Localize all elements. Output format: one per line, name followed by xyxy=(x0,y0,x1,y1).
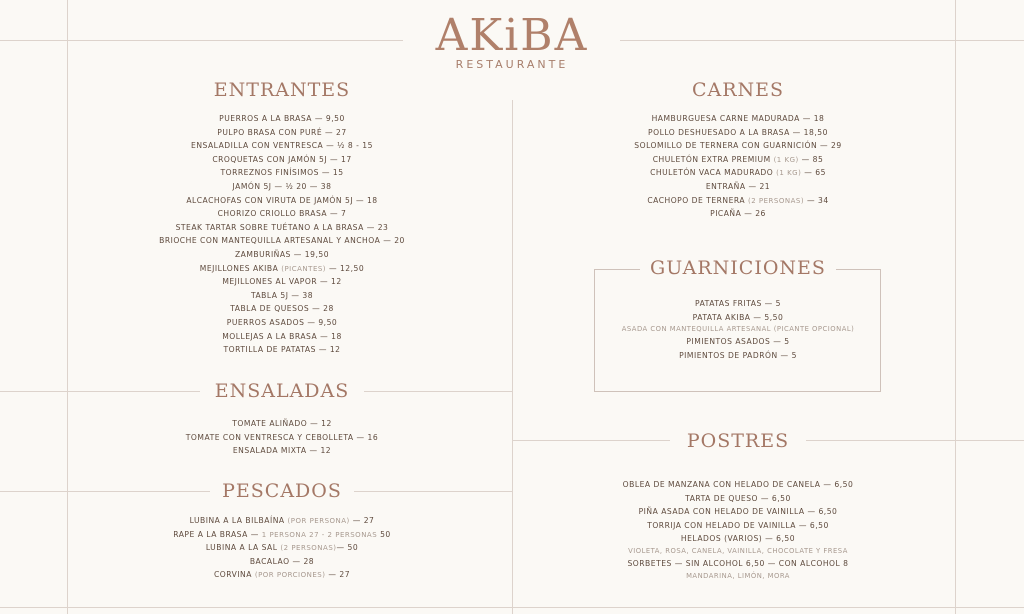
list-item: CORVINA (POR PORCIONES) — 27 xyxy=(213,570,351,580)
section-title-entrantes: ENTRANTES xyxy=(182,79,382,101)
list-item: HELADOS (VARIOS) — 6,50 xyxy=(680,534,796,544)
list-item: TOMATE ALIÑADO — 12 xyxy=(232,419,332,428)
list-item: HAMBURGUESA CARNE MADURADA — 18 xyxy=(651,114,825,123)
list-item: TABLA 5J — 38 xyxy=(250,290,314,300)
list-item: SOLOMILLO DE TERNERA CON GUARNICIÓN — 29 xyxy=(634,141,842,151)
list-item: PIMIENTOS ASADOS — 5 xyxy=(686,337,790,347)
section-title-pescados: PESCADOS xyxy=(210,480,354,502)
brand-name: AKiBA xyxy=(435,10,589,61)
list-item: PATATA AKIBA — 5,50 xyxy=(692,312,784,322)
list-item: JAMÓN 5J — ½ 20 — 38 xyxy=(232,181,332,191)
item-note: VIOLETA, ROSA, CANELA, VAINILLA, CHOCOLATE Y FRESA xyxy=(628,546,848,555)
list-item: PIÑA ASADA CON HELADO DE VAINILLA — 6,50 xyxy=(638,507,838,517)
list-item: ENSALADILLA CON VENTRESCA — ½ 8 - 15 xyxy=(191,141,373,151)
list-item: RAPE A LA BRASA — 1 PERSONA 27 - 2 PERSONAS 50 xyxy=(173,529,391,539)
list-item: TORTILLA DE PATATAS — 12 xyxy=(223,345,341,355)
logo xyxy=(0,10,1024,71)
list-item: MOLLEJAS A LA BRASA — 18 xyxy=(222,331,342,341)
list-item: SORBETES — SIN ALCOHOL 6,50 — CON ALCOHOL 8 xyxy=(627,558,849,568)
frame-line xyxy=(67,0,68,614)
list-item: ENTRAÑA — 21 xyxy=(705,181,771,191)
list-item: BACALAO — 28 xyxy=(249,556,315,566)
list-item: CHORIZO CRIOLLO BRASA — 7 xyxy=(217,209,347,219)
frame-line xyxy=(955,0,956,614)
list-item: PIMIENTOS DE PADRÓN — 5 xyxy=(679,350,797,360)
frame-line xyxy=(512,100,513,614)
carnes-list xyxy=(588,112,888,221)
guarniciones-list xyxy=(588,297,888,362)
postres-list xyxy=(588,478,888,582)
list-item: TORREZNOS FINÍSIMOS — 15 xyxy=(220,168,344,178)
list-item: STEAK TARTAR SOBRE TUÉTANO A LA BRASA — 23 xyxy=(175,222,389,232)
list-item: CROQUETAS CON JAMÓN 5J — 17 xyxy=(212,154,352,164)
section-title-ensaladas: ENSALADAS xyxy=(200,380,364,402)
list-item: LUBINA A LA BILBAÍNA (POR PERSONA) — 27 xyxy=(189,516,375,525)
list-item: POLLO DESHUESADO A LA BRASA — 18,50 xyxy=(648,127,828,137)
list-item: CHULETÓN EXTRA PREMIUM (1 KG) — 85 xyxy=(652,154,824,164)
list-item: PUERROS A LA BRASA — 9,50 xyxy=(219,114,345,123)
list-item: LUBINA A LA SAL (2 PERSONAS)— 50 xyxy=(205,543,359,553)
list-item: CACHOPO DE TERNERA (2 PERSONAS) — 34 xyxy=(647,195,829,205)
list-item: OBLEA DE MANZANA CON HELADO DE CANELA — 6,50 xyxy=(622,480,854,489)
section-title-postres: POSTRES xyxy=(670,430,806,452)
list-item: TARTA DE QUESO — 6,50 xyxy=(685,493,791,503)
brand-subtitle: RESTAURANTE xyxy=(455,58,569,71)
list-item: TABLA DE QUESOS — 28 xyxy=(230,304,334,314)
list-item: PULPO BRASA CON PURÉ — 27 xyxy=(217,127,347,137)
list-item: ENSALADA MIXTA — 12 xyxy=(232,446,332,456)
section-title-guarniciones: GUARNICIONES xyxy=(640,257,836,279)
list-item: ZAMBURIÑAS — 19,50 xyxy=(234,249,330,259)
list-item: BRIOCHE CON MANTEQUILLA ARTESANAL Y ANCHOA — 20 xyxy=(159,236,405,246)
pescados-list xyxy=(132,514,432,582)
list-item: PUERROS ASADOS — 9,50 xyxy=(226,317,338,327)
frame-line xyxy=(0,607,1024,608)
list-item: MEJILLONES AL VAPOR — 12 xyxy=(222,277,342,287)
ensaladas-list xyxy=(132,417,432,458)
list-item: PICAÑA — 26 xyxy=(710,209,766,219)
section-title-carnes: CARNES xyxy=(668,79,808,101)
entrantes-list xyxy=(132,112,432,357)
list-item: CHULETÓN VACA MADURADO (1 KG) — 65 xyxy=(650,168,826,178)
list-item: PATATAS FRITAS — 5 xyxy=(694,299,782,308)
list-item: MEJILLONES AKIBA (PICANTES) — 12,50 xyxy=(199,263,365,273)
item-note: MANDARINA, LIMÓN, MORA xyxy=(686,571,790,580)
list-item: TORRIJA CON HELADO DE VAINILLA — 6,50 xyxy=(647,520,829,530)
list-item: ALCACHOFAS CON VIRUTA DE JAMÓN 5J — 18 xyxy=(186,195,378,205)
item-note: ASADA CON MANTEQUILLA ARTESANAL (PICANTE OPCIONAL) xyxy=(621,325,855,334)
list-item: TOMATE CON VENTRESCA Y CEBOLLETA — 16 xyxy=(185,432,379,442)
